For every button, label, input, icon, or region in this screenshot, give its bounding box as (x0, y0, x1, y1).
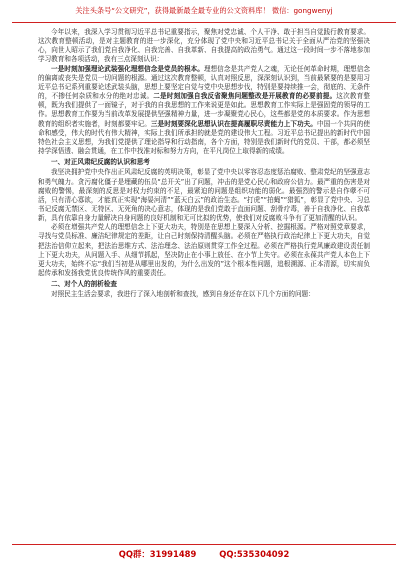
paragraph-intro: 今年以来，我深入学习贯彻习近平总书记重要指示，聚焦对党忠诚、个人干净、敢于担当自觉践行教育要求。这次教育整顿活动，是对主题教育的进一步深化，充分体现了党中央和习近平总书记关于全面从严治党的坚强决心，向世人昭示了我们党自我净化、自我完善、自我革新、自我提高的政治勇气。通过这一段时间一步不落地参加学习教育和各项活动，我有三点深刻认识： (38, 28, 370, 64)
paragraph-anticorruption: 我坚决拥护党中央作出正风肃纪反腐的英明决策，彰显了党中央以零容忍态度惩治腐败、整肃党纪的坚强意志和勇气魄力。贪污腐化僵子是埋藏的伍员“总开关”出了问题，冲击的是党心民心和政府公信力。最严重的伤害是对腐败的警惕，最深刻的反思是对权力约束的不足，最紧迫的问题是组织功能的弱化。最强烈的警示是自作孽不可活，只有清心寡欲，才能真正实现“海晏河清”“蓝天白云”的政治生态。“打虎”“拍蝇”“猎狐”，彰显了党中央、习总书记反腐无禁区、无特区、无死角的决心意志，体现的是我们党敢于直面问题、刮骨疗毒，善于自我净化、自我革新，具有依靠自身力量解决自身问题的良好机制和无可比拟的优势，使我们对反腐败斗争有了更加清醒的认识。 (38, 168, 370, 223)
point-one-text: 理想信念是共产党人之魂，无论任何革命时期，理想信念的偏离或丧失是党员一切问题的根源。通过这次教育整顿，认真对照反思，深深刻认识到，当前最紧要的是要用习近平总书记系列重要论述武装头脑，思想上要坚定自觉与党中央思想步伐，特别是要持续推一会，彻底的、无条件的，不掺任何杂质和水分的绝对忠诚。 (38, 64, 370, 101)
footer-qq-number: QQ:535304092 (219, 549, 290, 559)
paragraph-requirements: 必须在增强共产党人的理想信念上下更大功夫，特别是在思想上要深入分析、挖掘根源。严格对照党章要求，寻找与党员标准、廉洁纪律规定的差距，让自己时刻保持清醒头脑。必须在严格执行政治纪律上下更大功夫，自觉把法治信仰立起来，把法治思维方式、法治理念、法治原则贯穿工作全过程。必须在严格执行党风廉政建设责任制上下更大功夫，从问题入手、从细节抓起，坚决防止在小事上放任、在小节上失守。必须在永葆共产党人本色上下更大功夫，始终不忘“我们当初是从哪里出发的，为什么出发的”这个根本性问题，追根溯源、正本清源，切实肩负起传承和发扬我党优良传统作风的重要责任。 (38, 223, 370, 278)
header-divider (12, 22, 396, 23)
footer-qq-group: QQ群：31991489 (118, 549, 197, 559)
footer (0, 548, 408, 560)
document-body (38, 28, 370, 538)
point-two-heading: 二是时刻加强自我反省聚焦问题整改是开展教育的必要前提。 (153, 92, 337, 101)
footer-divider (12, 544, 396, 545)
section-heading-2: 二、对个人的剖析检查 (51, 280, 117, 289)
paragraph-self-check: 对照民主生活会要求，我进行了深入地剖析和查找，感到自身还存在以下几个方面的问题： (51, 290, 315, 299)
point-two-text: 这次教育整顿，既为我们提供了一面镜子，对于我的自我思想的工作来说更是如此。思想教育工作实际上是强固党的领导的工作。思想教育工作要为当前改革发展提供坚强精神力量，进一步凝聚党心民心，这些都是党的本质要求。作为思想教育的组织者实施者，时刻都要牢记。 (38, 92, 370, 128)
point-three-text: 中国一个共同的使命和感受，伟大的时代有伟大精神，实际上我们所承担的就是党的建设伟大工程。习近平总书记提出的新时代中国特色社会主义思想，为我们党提供了理论指导和行动指南，各个方面，特别是我们新时代的党员、干部，都必须坚持学深悟透、融会贯通，在工作中找准对标和努力方向，在平凡岗位上取得新的成绩。 (38, 119, 370, 156)
point-three-heading: 三是时刻要深化思想认识在提高履职尽责能力上下功夫。 (150, 119, 317, 128)
section-heading-1: 一、对正风肃纪反腐的认识和思考 (51, 158, 150, 167)
paragraph-points (38, 65, 370, 157)
point-one-heading: 一是时刻加强理论武装强化理想信念是党员的根本。 (51, 64, 204, 73)
header-banner: 关注头条号“公文研究”，获得最新最全最专业的公文资料库！ 微信：gongwenyj (75, 6, 333, 15)
